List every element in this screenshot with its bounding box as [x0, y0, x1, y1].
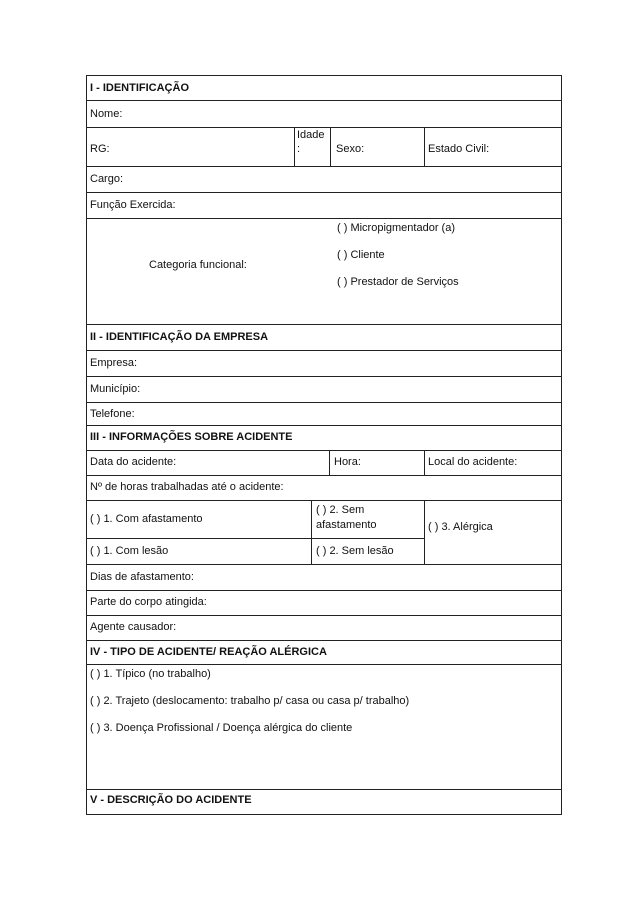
rg-idade-sexo-row — [86, 128, 562, 167]
telefone-row[interactable] — [86, 403, 562, 426]
data-label: Data do acidente: — [90, 456, 177, 468]
divider — [330, 128, 331, 166]
option-tipico[interactable]: ( ) 1. Típico (no trabalho) — [90, 668, 211, 680]
option-cliente[interactable]: ( ) Cliente — [337, 249, 385, 261]
horas-row[interactable] — [86, 476, 562, 501]
section-4-header — [86, 641, 562, 665]
cargo-row[interactable] — [86, 167, 562, 193]
afastamento-lesao-block — [86, 501, 562, 565]
divider — [294, 128, 295, 166]
parte-label: Parte do corpo atingida: — [90, 596, 207, 608]
option-com-afastamento[interactable]: ( ) 1. Com afastamento — [90, 513, 203, 525]
hora-label: Hora: — [334, 456, 361, 468]
option-alergica[interactable]: ( ) 3. Alérgica — [428, 521, 493, 533]
section-1-title: I - IDENTIFICAÇÃO — [90, 82, 189, 94]
nome-label: Nome: — [90, 108, 123, 120]
accident-report-form — [86, 75, 562, 815]
option-trajeto[interactable]: ( ) 2. Trajeto (deslocamento: trabalho p/ casa ou casa p/ trabalho) — [90, 695, 410, 707]
section-5-title: V - DESCRIÇÃO DO ACIDENTE — [90, 794, 252, 806]
categoria-label: Categoria funcional: — [149, 259, 247, 271]
option-prestador[interactable]: ( ) Prestador de Serviços — [337, 276, 459, 288]
categoria-row — [86, 219, 562, 325]
option-micropigmentador[interactable]: ( ) Micropigmentador (a) — [337, 222, 455, 234]
divider — [424, 128, 425, 166]
option-sem-lesao[interactable]: ( ) 2. Sem lesão — [316, 545, 394, 557]
idade-label: Idade — [297, 129, 325, 141]
telefone-label: Telefone: — [90, 408, 135, 420]
section-4-title: IV - TIPO DE ACIDENTE/ REAÇÃO ALÉRGICA — [90, 646, 327, 658]
option-doenca[interactable]: ( ) 3. Doença Profissional / Doença alérgica do cliente — [90, 722, 353, 734]
section-2-title: II - IDENTIFICAÇÃO DA EMPRESA — [90, 331, 269, 343]
nome-row[interactable] — [86, 101, 562, 128]
section-5-header — [86, 790, 562, 815]
divider — [329, 451, 330, 475]
option-sem-afastamento-cont: afastamento — [316, 519, 377, 531]
cargo-label: Cargo: — [90, 173, 124, 185]
empresa-row[interactable] — [86, 351, 562, 377]
agente-label: Agente causador: — [90, 621, 177, 633]
parte-row[interactable] — [86, 591, 562, 616]
local-label: Local do acidente: — [428, 456, 518, 468]
data-hora-local-row — [86, 451, 562, 476]
dias-row[interactable] — [86, 565, 562, 591]
estado-civil-label: Estado Civil: — [428, 143, 490, 155]
idade-colon: : — [297, 143, 301, 155]
sexo-label: Sexo: — [336, 143, 365, 155]
funcao-row[interactable] — [86, 193, 562, 219]
rg-label: RG: — [90, 143, 110, 155]
municipio-row[interactable] — [86, 377, 562, 403]
tipo-acidente-block — [86, 665, 562, 790]
option-com-lesao[interactable]: ( ) 1. Com lesão — [90, 545, 169, 557]
section-3-title: III - INFORMAÇÕES SOBRE ACIDENTE — [90, 431, 293, 443]
section-2-header — [86, 325, 562, 351]
dias-label: Dias de afastamento: — [90, 571, 194, 583]
municipio-label: Município: — [90, 383, 141, 395]
divider — [87, 538, 424, 539]
divider — [424, 501, 425, 564]
section-1-header — [86, 75, 562, 101]
empresa-label: Empresa: — [90, 357, 138, 369]
horas-label: Nº de horas trabalhadas até o acidente: — [90, 481, 284, 493]
option-sem-afastamento[interactable]: ( ) 2. Sem — [316, 504, 365, 516]
funcao-label: Função Exercida: — [90, 199, 176, 211]
divider — [424, 451, 425, 475]
section-3-header — [86, 426, 562, 451]
divider — [311, 501, 312, 564]
agente-row[interactable] — [86, 616, 562, 641]
